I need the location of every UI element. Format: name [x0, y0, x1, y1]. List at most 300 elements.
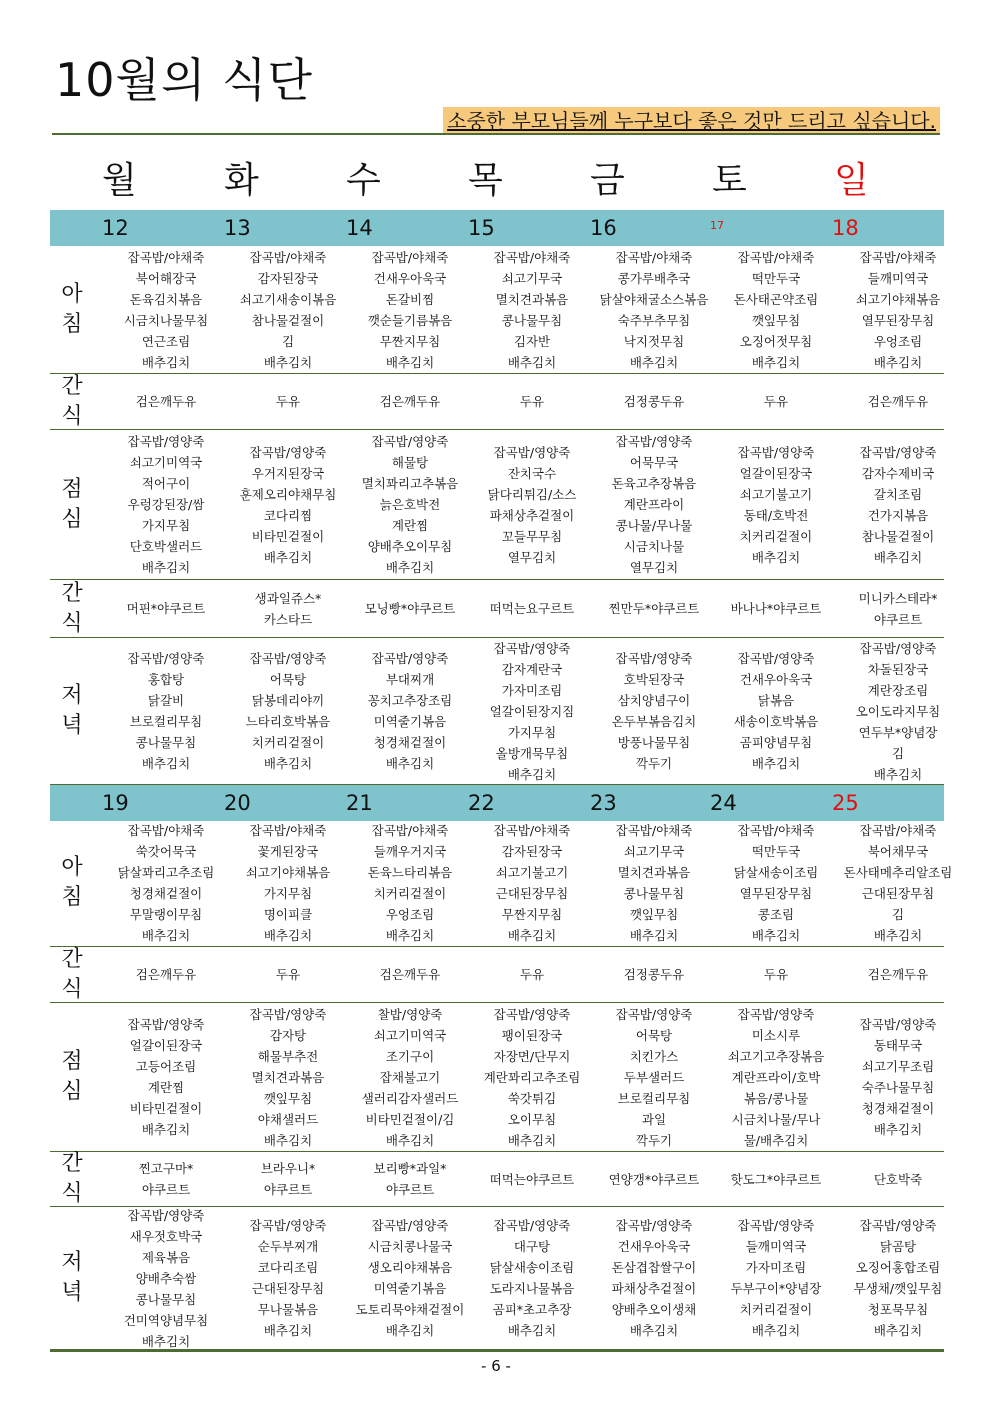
- menu-item: 배추김치: [507, 927, 557, 943]
- menu-item: 곰피양념무침: [739, 735, 813, 750]
- menu-item: 배추김치: [507, 1132, 557, 1148]
- date-label: 13: [224, 216, 251, 240]
- meal-label-char: 간: [61, 580, 83, 606]
- menu-cell: [227, 580, 349, 637]
- menu-item: 북어채무국: [867, 843, 929, 859]
- weekday-sat: 토: [712, 160, 747, 201]
- date-label: 22: [468, 791, 495, 815]
- menu-item: 검정콩두유: [623, 394, 685, 409]
- menu-cell: [227, 1207, 349, 1349]
- menu-item: 배추김치: [385, 1323, 435, 1338]
- menu-item: 우엉조림: [385, 906, 435, 922]
- menu-item: 과일: [641, 1111, 667, 1127]
- menu-cell: [593, 1152, 715, 1206]
- meal-label: [50, 638, 94, 784]
- menu-item: 시금치나물/무나: [731, 1111, 821, 1127]
- meal-row-dinner: [50, 1207, 944, 1350]
- menu-cell: [227, 638, 349, 784]
- meal-row-snack-am: [50, 374, 944, 430]
- menu-item: 배추김치: [873, 1323, 923, 1338]
- menu-cell: [471, 1152, 593, 1206]
- menu-item: 가지무침: [263, 885, 313, 901]
- date-label: 18: [832, 216, 859, 240]
- menu-item: 배추김치: [263, 549, 313, 565]
- menu-item: 배추김치: [873, 927, 923, 943]
- menu-cell: [593, 430, 715, 579]
- menu-item: 잡곡밥/영양죽: [493, 444, 571, 460]
- menu-item: 야쿠르트: [263, 1182, 313, 1197]
- menu-item: 깻잎무침: [263, 1090, 313, 1106]
- menu-item: 들깨미역국: [867, 270, 929, 286]
- menu-item: 치킨가스: [629, 1048, 679, 1064]
- meal-label-char: 녁: [61, 713, 83, 738]
- menu-item: 김: [281, 333, 295, 349]
- meal-row-snack-pm: [50, 580, 944, 638]
- menu-item: 코다리조림: [257, 1260, 319, 1275]
- menu-item: 홍합탕: [147, 672, 185, 687]
- menu-cell: [837, 638, 959, 784]
- menu-item: 미소시루: [751, 1027, 801, 1043]
- menu-cell: [593, 246, 715, 373]
- menu-cell: [105, 947, 227, 1002]
- menu-item: 잡채불고기: [379, 1069, 441, 1085]
- menu-cell: [593, 1207, 715, 1349]
- menu-item: 연양갱*야쿠르트: [608, 1171, 700, 1187]
- menu-item: 가지무침: [141, 518, 191, 533]
- menu-item: 고등어조림: [135, 1059, 197, 1074]
- menu-item: 쑥갓튀김: [507, 1090, 557, 1106]
- menu-item: 잡곡밥/야채죽: [859, 249, 937, 265]
- menu-cell: [715, 374, 837, 429]
- menu-item: 치커리겉절이: [739, 528, 813, 544]
- menu-item: 늙은호박전: [379, 497, 441, 512]
- menu-item: 돈육느타리볶음: [367, 864, 453, 880]
- menu-item: 비타민겉절이: [129, 1101, 203, 1116]
- weekday-mon: 월: [102, 160, 137, 201]
- meal-row-snack-pm: [50, 1152, 944, 1207]
- menu-cell: [105, 819, 227, 946]
- menu-item: 검은깨두유: [379, 394, 441, 409]
- menu-item: 야쿠르트: [141, 1182, 191, 1197]
- menu-cell: [349, 430, 471, 579]
- menu-item: 돈사태메추리알조림: [843, 864, 953, 880]
- meal-label-char: 심: [61, 506, 83, 532]
- date-label: 12: [102, 216, 129, 240]
- menu-item: 치커리겉절이: [251, 735, 325, 750]
- menu-item: 쇠고기새송이볶음: [239, 291, 337, 307]
- menu-cell: [715, 1207, 837, 1349]
- menu-item: 깍두기: [635, 756, 673, 771]
- date-label: 16: [590, 216, 617, 240]
- menu-item: 배추김치: [751, 756, 801, 771]
- menu-item: 볶음/콩나물: [743, 1090, 809, 1106]
- menu-item: 닭곰탕: [879, 1239, 917, 1254]
- menu-item: 물/배추김치: [743, 1132, 809, 1148]
- menu-item: 청경채겉절이: [129, 885, 203, 901]
- menu-item: 두유: [275, 967, 301, 982]
- menu-item: 어묵탕: [635, 1027, 673, 1043]
- menu-item: 도라지나물볶음: [489, 1281, 575, 1296]
- menu-cell: [227, 1003, 349, 1151]
- menu-cell: [227, 374, 349, 429]
- meal-label-char: 침: [61, 311, 83, 337]
- menu-item: 잡곡밥/영양죽: [371, 651, 449, 666]
- menu-cell: [715, 947, 837, 1002]
- menu-cell: [837, 819, 959, 946]
- week-1-date-band: [50, 210, 944, 246]
- menu-item: 순두부찌개: [257, 1239, 319, 1254]
- menu-item: 멸치견과볶음: [617, 864, 691, 880]
- menu-item: 돈육김치볶음: [129, 291, 203, 307]
- menu-item: 새우젓호박국: [129, 1228, 203, 1244]
- menu-item: 차돌된장국: [867, 661, 929, 677]
- menu-item: 김: [891, 745, 905, 761]
- menu-item: 열무된장무침: [861, 312, 935, 328]
- meal-label-char: 간: [61, 373, 83, 399]
- menu-item: 건가지볶음: [867, 507, 929, 523]
- date-label: 23: [590, 791, 617, 815]
- menu-item: 배추김치: [385, 927, 435, 943]
- menu-item: 호박된장국: [623, 672, 685, 687]
- menu-item: 머핀*야쿠르트: [126, 601, 206, 616]
- menu-item: 두유: [763, 967, 789, 982]
- menu-item: 잡곡밥/영양죽: [127, 434, 205, 449]
- date-label: 24: [710, 791, 737, 815]
- menu-item: 배추김치: [751, 927, 801, 943]
- date-label: 25: [832, 791, 859, 815]
- menu-cell: [715, 246, 837, 373]
- menu-item: 연근조림: [141, 333, 191, 349]
- menu-item: 오이무침: [507, 1111, 557, 1127]
- menu-cell: [349, 246, 471, 373]
- menu-item: 양배추오이생채: [611, 1302, 697, 1317]
- menu-item: 감자탕: [269, 1027, 307, 1043]
- menu-item: 청포묵무침: [867, 1302, 929, 1317]
- menu-item: 브로컬리무침: [129, 714, 203, 729]
- menu-cell: [349, 1152, 471, 1206]
- menu-item: 카스타드: [263, 611, 313, 627]
- menu-item: 야쿠르트: [873, 611, 923, 627]
- menu-item: 쇠고기미역국: [129, 455, 203, 470]
- menu-item: 꽁치고추장조림: [367, 693, 453, 708]
- menu-item: 건새우아욱국: [373, 270, 447, 286]
- menu-item: 잡곡밥/영양죽: [493, 1218, 571, 1233]
- menu-item: 생과일쥬스*: [254, 590, 322, 606]
- menu-item: 단호박죽: [873, 1171, 923, 1187]
- menu-item: 잡곡밥/영양죽: [249, 651, 327, 666]
- menu-item: 잡곡밥/야채죽: [371, 822, 449, 838]
- menu-item: 돈갈비찜: [385, 291, 435, 307]
- menu-item: 배추김치: [385, 354, 435, 370]
- menu-item: 잡곡밥/영양죽: [371, 434, 449, 449]
- date-label: 15: [468, 216, 495, 240]
- menu-item: 검은깨두유: [867, 967, 929, 982]
- menu-item: 두유: [519, 967, 545, 982]
- menu-item: 두부샐러드: [623, 1069, 685, 1085]
- menu-item: 샐러리감자샐러드: [361, 1090, 459, 1106]
- menu-cell: [105, 580, 227, 637]
- menu-item: 콩나물무침: [135, 1291, 197, 1307]
- menu-item: 숙주나물무침: [861, 1080, 935, 1095]
- menu-item: 낙지젓무침: [623, 333, 685, 349]
- menu-item: 떠먹는야쿠르트: [489, 1171, 575, 1187]
- menu-item: 배추김치: [629, 1323, 679, 1338]
- menu-item: 치커리겉절이: [739, 1302, 813, 1317]
- menu-item: 찰밥/영양죽: [377, 1006, 443, 1022]
- menu-item: 느타리호박볶음: [245, 714, 331, 729]
- menu-item: 열무된장무침: [739, 885, 813, 901]
- menu-cell: [471, 1003, 593, 1151]
- weekday-header: [50, 158, 944, 206]
- menu-item: 시금치콩나물국: [367, 1239, 453, 1254]
- menu-item: 멸치견과볶음: [251, 1069, 325, 1085]
- meal-label: [50, 1207, 94, 1349]
- menu-item: 감자계란국: [501, 661, 563, 677]
- menu-item: 명이피클: [263, 906, 313, 922]
- menu-item: 미역줄기볶음: [373, 1281, 447, 1296]
- meal-row-snack-am: [50, 947, 944, 1003]
- menu-item: 파채상추겉절이: [489, 507, 575, 523]
- menu-item: 들깨우거지국: [373, 843, 447, 859]
- menu-cell: [593, 1003, 715, 1151]
- menu-item: 배추김치: [751, 354, 801, 370]
- menu-item: 잡곡밥/영양죽: [859, 444, 937, 460]
- menu-item: 검은깨두유: [135, 967, 197, 982]
- menu-item: 꽃게된장국: [257, 843, 319, 859]
- menu-item: 우렁강된장/쌈: [127, 497, 205, 512]
- meal-label: [50, 819, 94, 946]
- menu-item: 배추김치: [507, 766, 557, 782]
- menu-item: 근대된장무침: [251, 1281, 325, 1296]
- menu-item: 배추김치: [629, 354, 679, 370]
- meal-label-char: 저: [61, 1250, 83, 1275]
- menu-item: 두유: [763, 394, 789, 409]
- menu-item: 잡곡밥/영양죽: [737, 444, 815, 460]
- menu-item: 비타민겉절이/김: [365, 1111, 455, 1127]
- menu-item: 닭갈비: [147, 693, 185, 708]
- menu-cell: [349, 1003, 471, 1151]
- menu-cell: [837, 1003, 959, 1151]
- menu-item: 자장면/단무지: [493, 1048, 571, 1064]
- menu-cell: [349, 1207, 471, 1349]
- menu-item: 잡곡밥/영양죽: [249, 1218, 327, 1233]
- menu-cell: [227, 947, 349, 1002]
- menu-item: 쑥갓어묵국: [135, 843, 197, 859]
- menu-item: 잡곡밥/영양죽: [249, 1006, 327, 1022]
- menu-item: 양배추숙쌈: [135, 1270, 197, 1286]
- menu-item: 잡곡밥/야채죽: [615, 822, 693, 838]
- menu-item: 검은깨두유: [867, 394, 929, 409]
- menu-item: 잔치국수: [507, 465, 557, 481]
- weekday-sun: 일: [834, 160, 869, 201]
- menu-item: 닭살새송이조림: [489, 1260, 575, 1275]
- menu-item: 북어해장국: [135, 270, 197, 286]
- menu-cell: [593, 580, 715, 637]
- meal-label-char: 아: [61, 854, 83, 880]
- menu-item: 가자미조림: [745, 1260, 807, 1275]
- menu-item: 잡곡밥/야채죽: [737, 249, 815, 265]
- menu-item: 파채상추겉절이: [611, 1281, 697, 1296]
- menu-item: 참나물겉절이: [861, 528, 935, 544]
- menu-item: 잡곡밥/영양죽: [249, 444, 327, 460]
- menu-item: 떡만두국: [751, 270, 801, 286]
- menu-item: 잡곡밥/야채죽: [493, 822, 571, 838]
- menu-item: 동태무국: [873, 1038, 923, 1053]
- menu-cell: [715, 580, 837, 637]
- menu-item: 닭살새송이조림: [733, 864, 819, 880]
- meal-label-char: 식: [61, 1181, 83, 1206]
- menu-cell: [471, 947, 593, 1002]
- menu-cell: [471, 246, 593, 373]
- date-label: 19: [102, 791, 129, 815]
- meal-label-char: 점: [61, 1049, 83, 1074]
- weekday-fri: 금: [590, 160, 625, 201]
- menu-item: 연두부*양념장: [858, 724, 938, 740]
- menu-item: 팽이된장국: [501, 1027, 563, 1043]
- menu-item: 잡곡밥/야채죽: [493, 249, 571, 265]
- weekday-thu: 목: [468, 160, 503, 201]
- menu-item: 계란프라이/호박: [731, 1069, 821, 1085]
- meal-label-char: 아: [61, 281, 83, 307]
- menu-item: 쇠고기미역국: [373, 1027, 447, 1043]
- menu-item: 콩가루배추국: [617, 270, 691, 286]
- meal-label-char: 녁: [61, 1280, 83, 1305]
- menu-item: 들깨미역국: [745, 1239, 807, 1254]
- menu-cell: [105, 638, 227, 784]
- menu-cell: [593, 947, 715, 1002]
- menu-cell: [105, 1003, 227, 1151]
- menu-item: 대구탕: [513, 1239, 551, 1254]
- menu-item: 양배추오이무침: [367, 539, 453, 554]
- menu-item: 배추김치: [873, 549, 923, 565]
- menu-item: 콩나물무침: [623, 885, 685, 901]
- menu-item: 야채샐러드: [257, 1111, 319, 1127]
- menu-cell: [349, 819, 471, 946]
- menu-cell: [349, 374, 471, 429]
- menu-cell: [349, 580, 471, 637]
- menu-item: 훈제오리야채무침: [239, 486, 337, 502]
- menu-item: 감자수제비국: [861, 465, 935, 481]
- menu-item: 제육볶음: [141, 1249, 191, 1265]
- week-2-date-band: [50, 785, 944, 821]
- menu-item: 멸치꽈리고추볶음: [361, 476, 459, 491]
- menu-item: 우거지된장국: [251, 465, 325, 481]
- menu-item: 야쿠르트: [385, 1182, 435, 1197]
- date-label: 14: [346, 216, 373, 240]
- meal-label-char: 식: [61, 403, 83, 429]
- slogan: 소중한 부모님들께 누구보다 좋은 것만 드리고 싶습니다.: [443, 107, 940, 135]
- menu-item: 잡곡밥/영양죽: [493, 1006, 571, 1022]
- menu-cell: [715, 819, 837, 946]
- menu-item: 해물탕: [391, 455, 429, 470]
- menu-item: 계란프라이: [623, 497, 685, 512]
- menu-item: 배추김치: [263, 1132, 313, 1148]
- menu-item: 무말랭이무침: [129, 906, 203, 922]
- menu-item: 건미역양념무침: [123, 1312, 209, 1328]
- menu-item: 배추김치: [873, 1122, 923, 1137]
- bottom-divider: [50, 1350, 944, 1352]
- menu-item: 잡곡밥/영양죽: [615, 434, 693, 449]
- menu-item: 콩나물/무나물: [615, 518, 693, 533]
- menu-item: 어묵무국: [629, 455, 679, 470]
- menu-item: 검은깨두유: [379, 967, 441, 982]
- menu-item: 브로컬리무침: [617, 1090, 691, 1106]
- menu-item: 잡곡밥/영양죽: [127, 1017, 205, 1032]
- menu-item: 브라우니*: [260, 1161, 316, 1176]
- menu-cell: [105, 374, 227, 429]
- menu-item: 계란꽈리고추조림: [483, 1069, 581, 1085]
- menu-item: 도토리묵야채겉절이: [355, 1302, 465, 1317]
- menu-item: 배추김치: [385, 756, 435, 771]
- meal-row-breakfast: [50, 819, 953, 947]
- menu-cell: [471, 374, 593, 429]
- menu-item: 건새우아욱국: [617, 1239, 691, 1254]
- menu-item: 오징어홍합조림: [855, 1260, 941, 1275]
- menu-item: 배추김치: [141, 560, 191, 575]
- menu-item: 얼갈이된장국: [739, 465, 813, 481]
- menu-item: 깻잎무침: [629, 906, 679, 922]
- meal-label: [50, 374, 94, 429]
- menu-item: 쇠고기무국: [501, 270, 563, 286]
- menu-item: 얼갈이된장국: [129, 1038, 203, 1053]
- menu-cell: [837, 580, 959, 637]
- menu-cell: [837, 947, 959, 1002]
- menu-item: 가지무침: [507, 724, 557, 740]
- menu-cell: [715, 1152, 837, 1206]
- menu-item: 청경채겉절이: [373, 735, 447, 750]
- menu-item: 동태/호박전: [743, 507, 809, 523]
- meal-label-char: 침: [61, 884, 83, 910]
- weekday-wed: 수: [346, 160, 381, 201]
- menu-cell: [837, 430, 959, 579]
- menu-item: 우엉조림: [873, 333, 923, 349]
- menu-item: 무짠지무침: [379, 333, 441, 349]
- menu-item: 배추김치: [873, 354, 923, 370]
- menu-cell: [227, 246, 349, 373]
- menu-cell: [105, 246, 227, 373]
- menu-item: 감자된장국: [501, 843, 563, 859]
- menu-cell: [593, 374, 715, 429]
- menu-item: 배추김치: [263, 1323, 313, 1338]
- menu-item: 깻잎무침: [751, 312, 801, 328]
- menu-item: 시금치나물무침: [123, 312, 209, 328]
- menu-item: 곰피*초고추장: [492, 1302, 572, 1317]
- menu-item: 미역줄기볶음: [373, 714, 447, 729]
- menu-cell: [837, 1152, 959, 1206]
- menu-item: 올방개묵무침: [495, 745, 569, 761]
- menu-cell: [227, 819, 349, 946]
- menu-item: 감자된장국: [257, 270, 319, 286]
- menu-item: 배추김치: [263, 756, 313, 771]
- menu-item: 검은깨두유: [135, 394, 197, 409]
- menu-item: 오이도라지무침: [855, 703, 941, 719]
- menu-item: 배추김치: [141, 756, 191, 771]
- meal-label-char: 심: [61, 1079, 83, 1104]
- menu-item: 무생채/깻잎무침: [853, 1281, 943, 1296]
- title-divider: [52, 133, 940, 135]
- menu-item: 쇠고기무조림: [861, 1059, 935, 1074]
- menu-item: 두부구이*양념장: [730, 1281, 822, 1296]
- menu-item: 어묵탕: [269, 672, 307, 687]
- meal-row-dinner: [50, 638, 944, 785]
- menu-item: 핫도그*야쿠르트: [730, 1171, 822, 1187]
- menu-cell: [837, 1207, 959, 1349]
- menu-item: 배추김치: [751, 549, 801, 565]
- menu-item: 숙주부추무침: [617, 312, 691, 328]
- menu-item: 열무김치: [629, 560, 679, 575]
- menu-item: 잡곡밥/영양죽: [127, 1207, 205, 1223]
- menu-item: 배추김치: [141, 354, 191, 370]
